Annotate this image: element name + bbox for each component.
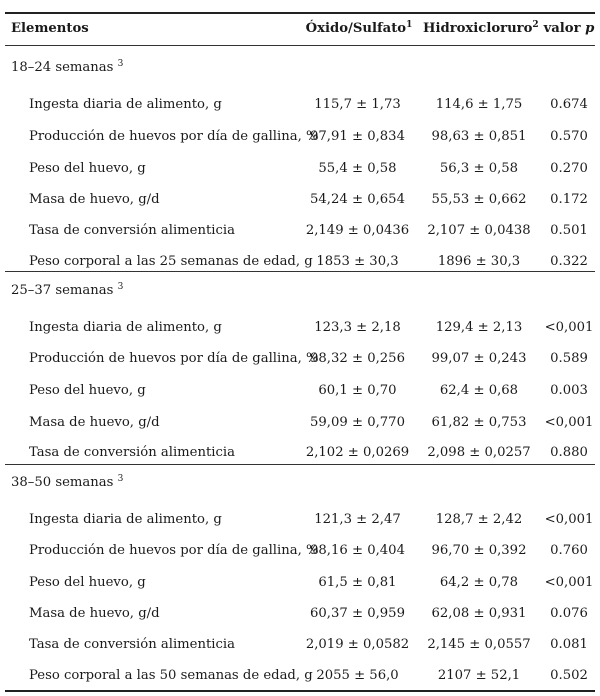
oxido-sulfato-value: 98,32 ± 0,256: [310, 351, 405, 366]
row-label: Producción de huevos por día de gallina, %: [29, 129, 319, 144]
hidroxicloruro-value: 1896 ± 30,3: [437, 254, 521, 269]
oxido-sulfato-value: 121,3 ± 2,47: [314, 512, 401, 527]
header-row: [0, 19, 600, 39]
row-label: Peso del huevo, g: [29, 383, 146, 398]
row-label: Masa de huevo, g/d: [29, 192, 160, 207]
oxido-sulfato-value: 61,5 ± 0,81: [318, 575, 397, 590]
p-value: 0.322: [550, 254, 588, 269]
oxido-sulfato-value: 123,3 ± 2,18: [314, 320, 401, 335]
oxido-sulfato-value: 59,09 ± 0,770: [310, 415, 405, 430]
row-label: Tasa de conversión alimenticia: [29, 223, 235, 238]
table-row: [0, 413, 600, 433]
header-rule: [5, 45, 595, 46]
oxido-sulfato-value: 97,91 ± 0,834: [310, 129, 405, 144]
hidroxicloruro-value: 2107 ± 52,1: [437, 668, 521, 683]
p-value: 0.674: [550, 97, 588, 112]
hidroxicloruro-value: 129,4 ± 2,13: [435, 320, 523, 335]
p-value: <0,001: [544, 415, 594, 430]
p-value: 0.076: [550, 606, 588, 621]
row-label: Ingesta diaria de alimento, g: [29, 97, 222, 112]
bottom-rule: [5, 690, 595, 692]
p-value: <0,001: [544, 512, 594, 527]
section-title-row: [0, 473, 600, 493]
hidroxicloruro-value: 128,7 ± 2,42: [435, 512, 523, 527]
hidroxicloruro-value: 62,08 ± 0,931: [431, 606, 527, 621]
hidroxicloruro-value: 64,2 ± 0,78: [439, 575, 519, 590]
header-oxido-sulfato: Óxido/Sulfato$^1$: [305, 20, 413, 36]
header-valor-p: valor p: [543, 21, 595, 36]
oxido-sulfato-value: 2,149 ± 0,0436: [305, 223, 410, 238]
p-value: 0.270: [550, 161, 588, 176]
section-rule-2: [5, 271, 595, 272]
row-label: Peso corporal a las 50 semanas de edad, g: [29, 668, 313, 683]
hidroxicloruro-value: 61,82 ± 0,753: [431, 415, 527, 430]
section-title: 18–24 semanas $^3$: [11, 59, 124, 75]
p-value: 0.760: [550, 543, 588, 558]
hidroxicloruro-value: 114,6 ± 1,75: [435, 97, 523, 112]
table-row: [0, 159, 600, 179]
row-label: Ingesta diaria de alimento, g: [29, 512, 222, 527]
hidroxicloruro-value: 98,63 ± 0,851: [431, 129, 527, 144]
p-value: 0.570: [550, 129, 588, 144]
oxido-sulfato-value: 98,16 ± 0,404: [310, 543, 405, 558]
table-row: [0, 252, 600, 272]
p-value: 0.003: [550, 383, 588, 398]
table-row: [0, 541, 600, 561]
p-value: 0.081: [550, 637, 588, 652]
hidroxicloruro-value: 62,4 ± 0,68: [439, 383, 519, 398]
table-row: [0, 573, 600, 593]
table-row: [0, 510, 600, 530]
p-value: 0.172: [550, 192, 588, 207]
hidroxicloruro-value: 99,07 ± 0,243: [431, 351, 527, 366]
section-title: 38–50 semanas $^3$: [11, 474, 124, 490]
p-value: 0.502: [550, 668, 588, 683]
oxido-sulfato-value: 54,24 ± 0,654: [310, 192, 405, 207]
top-rule: [5, 12, 595, 14]
table-row: [0, 221, 600, 241]
p-value: 0.880: [550, 445, 588, 460]
table-row: [0, 381, 600, 401]
section-title-row: [0, 58, 600, 78]
oxido-sulfato-value: 2055 ± 56,0: [316, 668, 399, 683]
table-row: [0, 604, 600, 624]
hidroxicloruro-value: 2,145 ± 0,0557: [427, 637, 531, 652]
oxido-sulfato-value: 55,4 ± 0,58: [318, 161, 397, 176]
hidroxicloruro-value: 2,107 ± 0,0438: [427, 223, 531, 238]
oxido-sulfato-value: 115,7 ± 1,73: [314, 97, 401, 112]
table-row: [0, 127, 600, 147]
row-label: Peso corporal a las 25 semanas de edad, g: [29, 254, 313, 269]
row-label: Ingesta diaria de alimento, g: [29, 320, 222, 335]
table-row: [0, 349, 600, 369]
row-label: Masa de huevo, g/d: [29, 415, 160, 430]
table-row: [0, 95, 600, 115]
row-label: Peso del huevo, g: [29, 161, 146, 176]
row-label: Masa de huevo, g/d: [29, 606, 160, 621]
table-row: [0, 318, 600, 338]
hidroxicloruro-value: 56,3 ± 0,58: [439, 161, 519, 176]
section-title-row: [0, 281, 600, 301]
table-row: [0, 190, 600, 210]
hidroxicloruro-value: 2,098 ± 0,0257: [427, 445, 531, 460]
oxido-sulfato-value: 2,019 ± 0,0582: [305, 637, 410, 652]
p-value: <0,001: [544, 320, 594, 335]
row-label: Tasa de conversión alimenticia: [29, 637, 235, 652]
table-row: [0, 666, 600, 686]
section-title: 25–37 semanas $^3$: [11, 282, 124, 298]
p-value: 0.501: [550, 223, 588, 238]
oxido-sulfato-value: 60,1 ± 0,70: [318, 383, 397, 398]
table-row: [0, 635, 600, 655]
hidroxicloruro-value: 55,53 ± 0,662: [431, 192, 527, 207]
table-row: [0, 443, 600, 463]
oxido-sulfato-value: 2,102 ± 0,0269: [305, 445, 410, 460]
p-value: 0.589: [550, 351, 588, 366]
row-label: Peso del huevo, g: [29, 575, 146, 590]
row-label: Producción de huevos por día de gallina, %: [29, 351, 319, 366]
row-label: Tasa de conversión alimenticia: [29, 445, 235, 460]
oxido-sulfato-value: 1853 ± 30,3: [316, 254, 399, 269]
section-rule-3: [5, 464, 595, 465]
hidroxicloruro-value: 96,70 ± 0,392: [431, 543, 527, 558]
header-hidroxicloruro: Hidroxicloruro$^2$: [423, 20, 539, 36]
oxido-sulfato-value: 60,37 ± 0,959: [310, 606, 405, 621]
row-label: Producción de huevos por día de gallina, %: [29, 543, 319, 558]
header-elementos: Elementos: [11, 21, 89, 36]
p-value: <0,001: [544, 575, 594, 590]
